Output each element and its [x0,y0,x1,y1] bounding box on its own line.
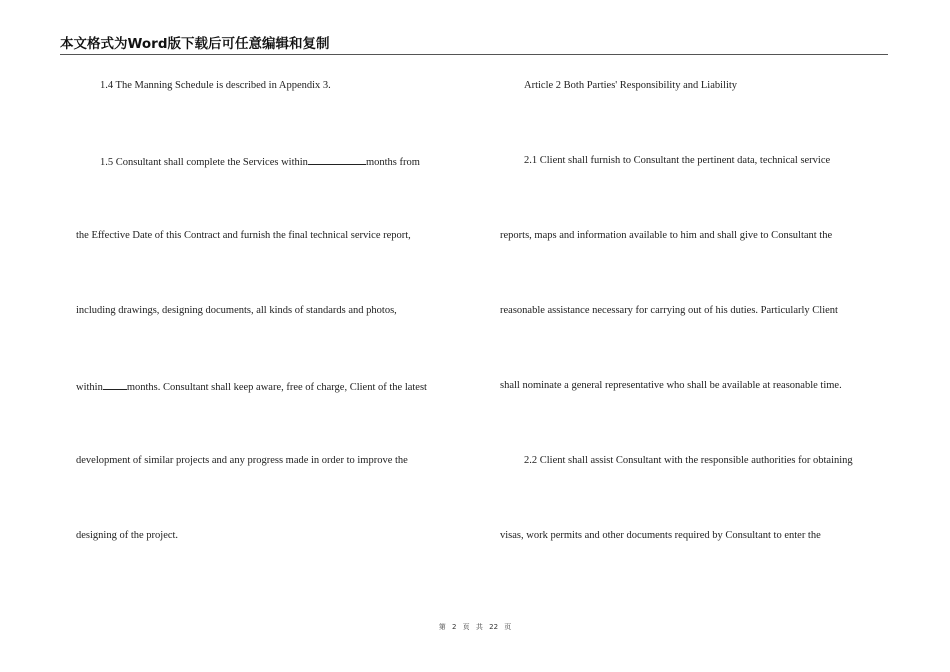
page-footer [0,622,950,632]
footer-total-prefix: 共 [475,623,483,631]
paragraph-1-5-line-6: designing of the project. [76,530,179,541]
footer-prefix: 第 [438,623,446,631]
paragraph-2-1-line-2: reports, maps and information available to him and shall give to Consultant the [500,230,833,241]
paragraph-1-5-line-1 [100,154,420,170]
header-title: 本文格式为Word版下载后可任意编辑和复制 [60,36,330,52]
text-segment: within [76,382,103,393]
paragraph-1-4: 1.4 The Manning Schedule is described in Appendix 3. [100,80,331,91]
text-segment: months from [365,157,420,168]
article-2-heading: Article 2 Both Parties' Responsibility and Liability [524,80,738,91]
paragraph-2-1-line-1: 2.1 Client shall furnish to Consultant the pertinent data, technical service [524,155,831,166]
footer-total-unit: 页 [504,623,512,631]
paragraph-1-5-line-3: including drawings, designing documents, all kinds of standards and photos, [76,305,397,316]
text-segment: months. Consultant shall keep aware, free of charge, Client of the latest [126,382,427,393]
paragraph-2-2-line-2: visas, work permits and other documents required by Consultant to enter the [500,530,821,541]
text-segment: 1.5 Consultant shall complete the Services within [100,157,308,168]
page-number: 2 [451,623,457,631]
paragraph-1-5-line-2: the Effective Date of this Contract and furnish the final technical service report, [76,230,411,241]
fill-in-blank [308,154,366,165]
fill-in-blank [103,379,127,390]
paragraph-2-1-line-3: reasonable assistance necessary for carrying out of his duties. Particularly Client [500,305,838,316]
page-header [60,34,888,55]
paragraph-1-5-line-5: development of similar projects and any progress made in order to improve the [76,455,408,466]
footer-page-unit: 页 [462,623,470,631]
total-pages: 22 [489,623,499,631]
paragraph-2-1-line-4: shall nominate a general representative who shall be available at reasonable time. [500,380,842,391]
paragraph-2-2-line-1: 2.2 Client shall assist Consultant with the responsible authorities for obtaining [524,455,853,466]
paragraph-1-5-line-4 [76,379,427,395]
